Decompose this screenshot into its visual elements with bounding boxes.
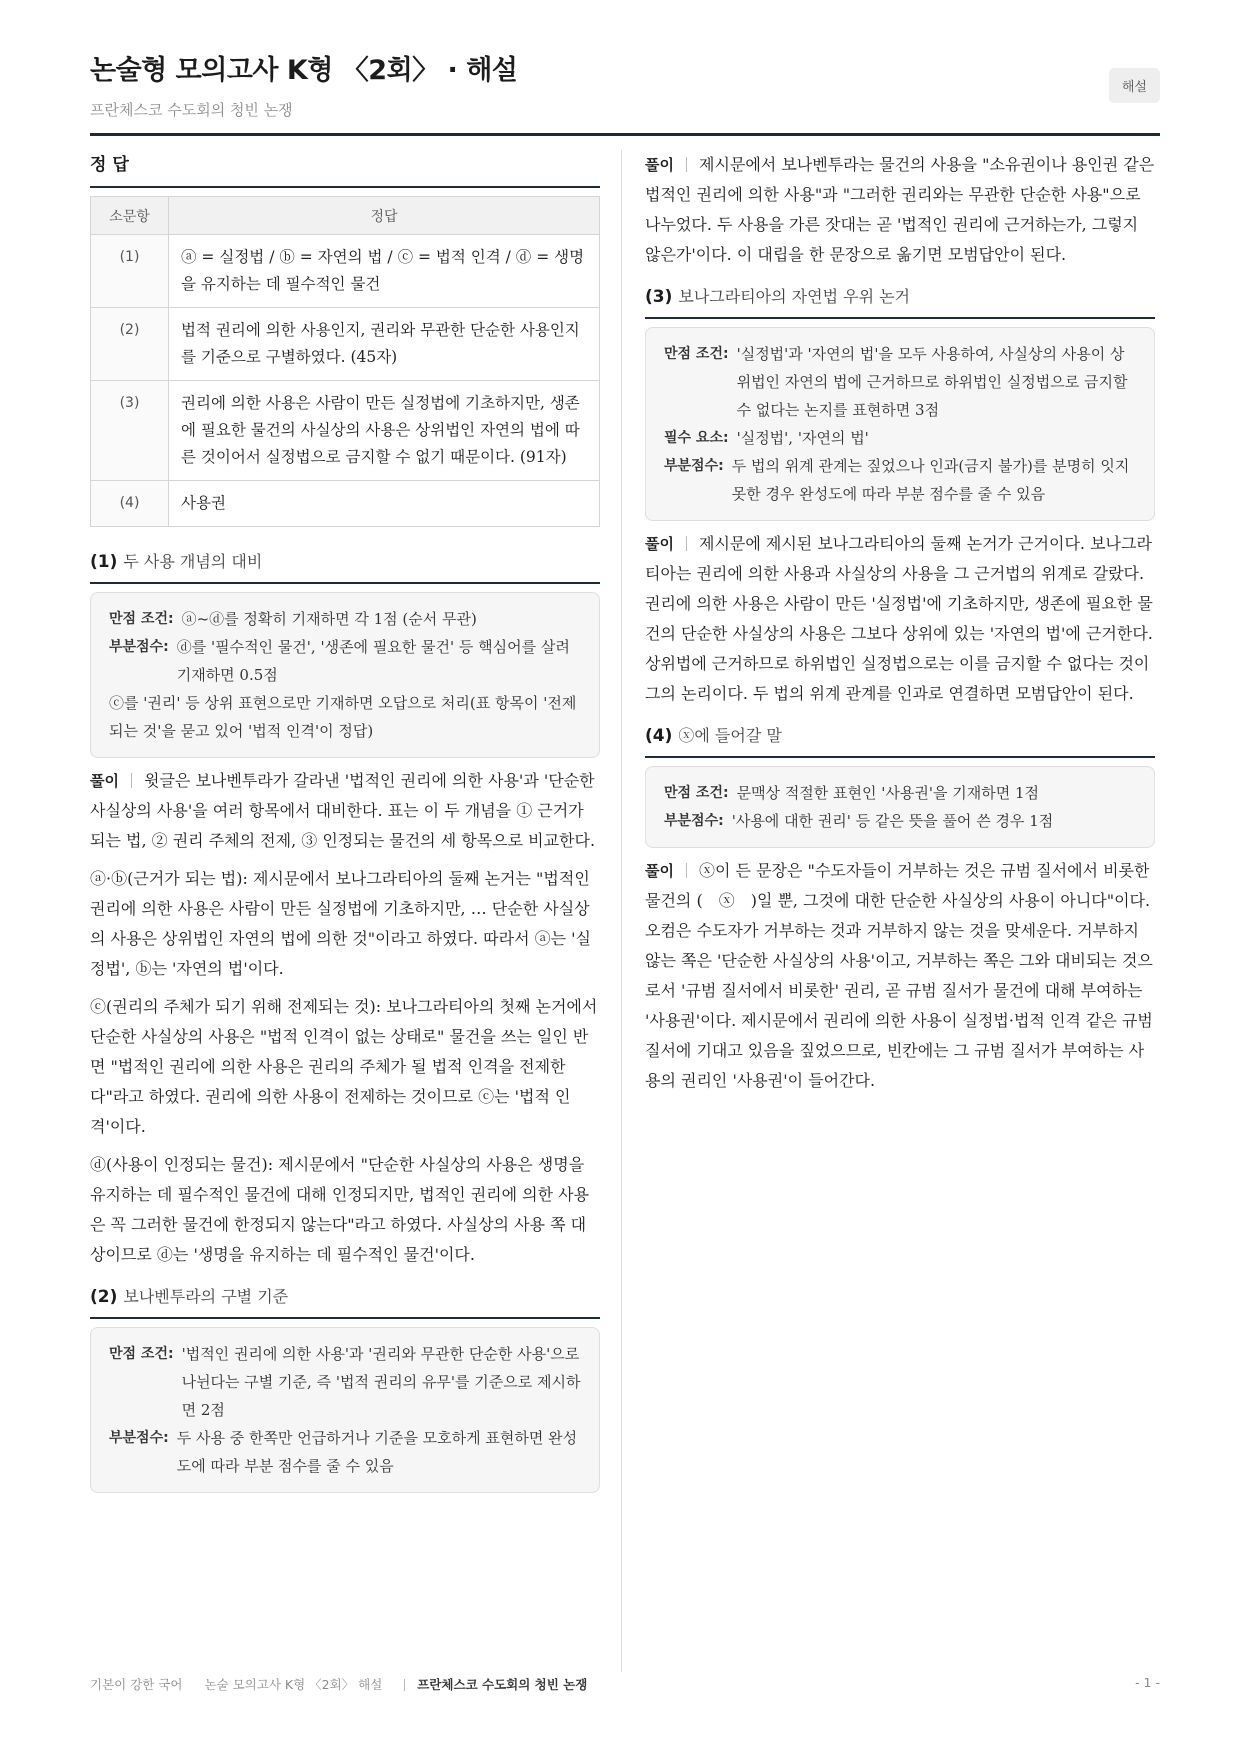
col-answer-header: 정답: [169, 197, 600, 235]
q1-solution-intro: [90, 766, 600, 856]
q2-heading: [90, 1284, 600, 1319]
full-score-text: 문맥상 적절한 표현인 '사용권'을 기재하면 1점: [736, 784, 1040, 802]
row-number: (2): [91, 308, 169, 381]
partial-score-text: 두 사용 중 한쪽만 언급하거나 기준을 모호하게 표현하면 완성도에 따라 부분 점수를 줄 수 있음: [176, 1429, 578, 1475]
q4-title: ⓧ에 들어갈 말: [678, 726, 782, 745]
table-row: [91, 481, 600, 527]
answers-title: 정 답: [90, 150, 600, 188]
q4-partial-criteria: [664, 807, 1136, 835]
label-separator: [686, 157, 687, 172]
partial-score-text: '사용에 대한 권리' 등 같은 뜻을 풀어 쓴 경우 1점: [731, 812, 1054, 830]
row-number: (4): [91, 481, 169, 527]
q1-grading-note: ⓒ를 '권리' 등 상위 표현으로만 기재하면 오답으로 처리(표 항목이 '전제되는 것'을 묻고 있어 '법적 인격'이 정답): [109, 694, 577, 740]
q3-partial-criteria: [664, 452, 1136, 508]
right-column: [645, 150, 1155, 1104]
q4-heading: [645, 723, 1155, 758]
q4-criteria-box: [645, 766, 1155, 848]
required-label: 필수 요소:: [664, 430, 729, 446]
footer-doc: 논술 모의고사 K형 〈2회〉 해설: [204, 1677, 383, 1692]
full-score-label: 만점 조건:: [664, 346, 729, 362]
full-score-text: '실정법'과 '자연의 법'을 모두 사용하여, 사실상의 사용이 상위법인 자연의 법에 근거하므로 하위법인 실정법으로 금지할 수 없다는 논지를 표현하면 3점: [736, 345, 1128, 419]
q3-title: 보나그라티아의 자연법 우위 논거: [678, 287, 911, 306]
q1-title: 두 사용 개념의 대비: [123, 552, 263, 571]
q3-number: (3): [645, 287, 673, 307]
page-subtitle: 프란체스코 수도회의 청빈 논쟁: [90, 101, 293, 119]
table-row: [91, 381, 600, 481]
label-separator: [686, 536, 687, 551]
page-number: - 1 -: [1135, 1675, 1160, 1690]
q1-full-criteria: [109, 605, 581, 633]
q4-number: (4): [645, 726, 673, 746]
full-score-label: 만점 조건:: [664, 785, 729, 801]
q2-solution: [645, 150, 1155, 270]
q1-number: (1): [90, 552, 118, 572]
footer-topic: 프란체스코 수도회의 청빈 논쟁: [417, 1677, 588, 1692]
full-score-label: 만점 조건:: [109, 1346, 174, 1362]
q3-criteria-box: [645, 327, 1155, 521]
q2-criteria-box: [90, 1327, 600, 1493]
section-badge: 해설: [1109, 68, 1160, 103]
q3-full-criteria: [664, 340, 1136, 424]
label-separator: [131, 773, 132, 788]
solution-label: 풀이: [645, 156, 674, 174]
solution-text: ⓧ이 든 문장은 "수도자들이 거부하는 것은 규범 질서에서 비롯한 물건의 ( ⓧ )일 뿐, 그것에 대한 단순한 사실상의 사용이 아니다"이다. 오컴은 수도자가 거부하는 것과 거부하지 않는 것을 맞세운다. 거부하지 않는 쪽은 '단순한 사실상의 사용'이고, 거부하는 쪽은 그와 대비되는 것으로서 '규범 질서에서 비롯한' 권리, 곧 규범 질서가 물건에 대해 부여하는 '사용권'이다. 제시문에서 권리에 의한 사용이 실정법·법적 인격 같은 규범 질서에 기대고 있음을 짚었으므로, 빈칸에는 그 규범 질서가 부여하는 사용의 권리인 '사용권'이 들어간다.: [645, 861, 1153, 1090]
table-header-row: [91, 197, 600, 235]
row-answer: 법적 권리에 의한 사용인지, 권리와 무관한 단순한 사용인지를 기준으로 구별하였다. (45자): [169, 308, 600, 381]
row-answer: 사용권: [169, 481, 600, 527]
solution-label: 풀이: [90, 772, 119, 790]
table-row: [91, 235, 600, 308]
full-score-text: ⓐ~ⓓ를 정확히 기재하면 각 1점 (순서 무관): [181, 610, 477, 628]
q4-full-criteria: [664, 779, 1136, 807]
q2-partial-criteria: [109, 1424, 581, 1480]
col-item-header: 소문항: [91, 197, 169, 235]
q3-heading: [645, 284, 1155, 319]
q1-heading: [90, 549, 600, 584]
partial-score-label: 부분점수:: [664, 813, 724, 829]
page-footer: [90, 1675, 1160, 1693]
q1-partial-criteria: [109, 633, 581, 689]
solution-text: 윗글은 보나벤투라가 갈라낸 '법적인 권리에 의한 사용'과 '단순한 사실상의 사용'을 여러 항목에서 대비한다. 표는 이 두 개념을 ① 근거가 되는 법, ② 권리 주체의 전제, ③ 인정되는 물건의 세 항목으로 비교한다.: [90, 771, 596, 850]
row-number: (1): [91, 235, 169, 308]
q3-required-elements: [664, 424, 1136, 452]
full-score-text: '법적인 권리에 의한 사용'과 '권리와 무관한 단순한 사용'으로 나뉜다는 구별 기준, 즉 '법적 권리의 유무'를 기준으로 제시하면 2점: [181, 1345, 581, 1419]
footer-brand: 기본이 강한 국어: [90, 1677, 183, 1692]
q1-solution-c: ⓒ(권리의 주체가 되기 위해 전제되는 것): 보나그라티아의 첫째 논거에서 단순한 사실상의 사용은 "법적 인격이 없는 상태로" 물건을 쓰는 일인 반면 "법적인 권리에 의한 사용은 권리의 주체가 될 법적 인격을 전제한다"라고 하였다. 권리에 의한 사용이 전제하는 것이므로 ⓒ는 '법적 인격'이다.: [90, 997, 598, 1136]
solution-text: 제시문에서 보나벤투라는 물건의 사용을 "소유권이나 용인권 같은 법적인 권리에 의한 사용"과 "그러한 권리와는 무관한 단순한 사용"으로 나누었다. 두 사용을 가른 잣대는 곧 '법적인 권리에 근거하는가, 그렇지 않은가'이다. 이 대립을 한 문장으로 옮기면 모범답안이 된다.: [645, 155, 1155, 264]
solution-label: 풀이: [645, 535, 674, 553]
partial-score-label: 부분점수:: [664, 458, 724, 474]
q2-full-criteria: [109, 1340, 581, 1424]
q3-solution: [645, 529, 1155, 709]
solution-text: 제시문에 제시된 보나그라티아의 둘째 논거가 근거이다. 보나그라티아는 권리에 의한 사용과 사실상의 사용을 그 근거법의 위계로 갈랐다. 권리에 의한 사용은 사람이 만든 '실정법'에 기초하지만, 생존에 필요한 물건의 단순한 사실상의 사용은 그보다 상위에 있는 '자연의 법'에 근거한다. 상위법에 근거하므로 하위법인 실정법으로는 이를 금지할 수 없다는 것이 그의 논리이다. 두 법의 위계 관계를 인과로 연결하면 모범답안이 된다.: [645, 534, 1153, 703]
page-header: [90, 48, 1160, 120]
full-score-label: 만점 조건:: [109, 611, 174, 627]
table-row: [91, 308, 600, 381]
row-number: (3): [91, 381, 169, 481]
required-text: '실정법', '자연의 법': [736, 429, 869, 447]
label-separator: [686, 863, 687, 878]
left-column: [90, 150, 600, 1501]
row-answer: ⓐ = 실정법 / ⓑ = 자연의 법 / ⓒ = 법적 인격 / ⓓ = 생명을 유지하는 데 필수적인 물건: [169, 235, 600, 308]
answer-table: [90, 196, 600, 527]
q1-solution-d: ⓓ(사용이 인정되는 물건): 제시문에서 "단순한 사실상의 사용은 생명을 유지하는 데 필수적인 물건에 대해 인정되지만, 법적인 권리에 의한 사용은 꼭 그러한 물건에 한정되지 않는다"라고 하였다. 사실상의 사용 쪽 대상이므로 ⓓ는 '생명을 유지하는 데 필수적인 물건'이다.: [90, 1155, 590, 1264]
q2-title: 보나벤투라의 구별 기준: [123, 1287, 289, 1306]
q1-solution-ab: ⓐ·ⓑ(근거가 되는 법): 제시문에서 보나그라티아의 둘째 논거는 "법적인 권리에 의한 사용은 사람이 만든 실정법에 기초하지만, … 단순한 사실상의 사용은 상위법인 자연의 법에 의한 것"이라고 하였다. 따라서 ⓐ는 '실정법', ⓑ는 '자연의 법'이다.: [90, 869, 592, 978]
header-divider: [90, 133, 1160, 136]
q1-criteria-box: [90, 592, 600, 758]
partial-score-label: 부분점수:: [109, 1430, 169, 1446]
footer-separator: [404, 1679, 405, 1691]
partial-score-label: 부분점수:: [109, 639, 169, 655]
row-answer: 권리에 의한 사용은 사람이 만든 실정법에 기초하지만, 생존에 필요한 물건의 사실상의 사용은 상위법인 자연의 법에 따른 것이어서 실정법으로 금지할 수 없기 때문이다. (91자): [169, 381, 600, 481]
q4-solution: [645, 856, 1155, 1096]
solution-label: 풀이: [645, 862, 674, 880]
q2-number: (2): [90, 1287, 118, 1307]
page-title: 논술형 모의고사 K형 〈2회〉 · 해설: [90, 55, 518, 86]
partial-score-text: 두 법의 위계 관계는 짚었으나 인과(금지 불가)를 분명히 잇지 못한 경우 완성도에 따라 부분 점수를 줄 수 있음: [731, 457, 1130, 503]
partial-score-text: ⓓ를 '필수적인 물건', '생존에 필요한 물건' 등 핵심어를 살려 기재하면 0.5점: [176, 638, 570, 684]
column-divider: [621, 150, 622, 1672]
